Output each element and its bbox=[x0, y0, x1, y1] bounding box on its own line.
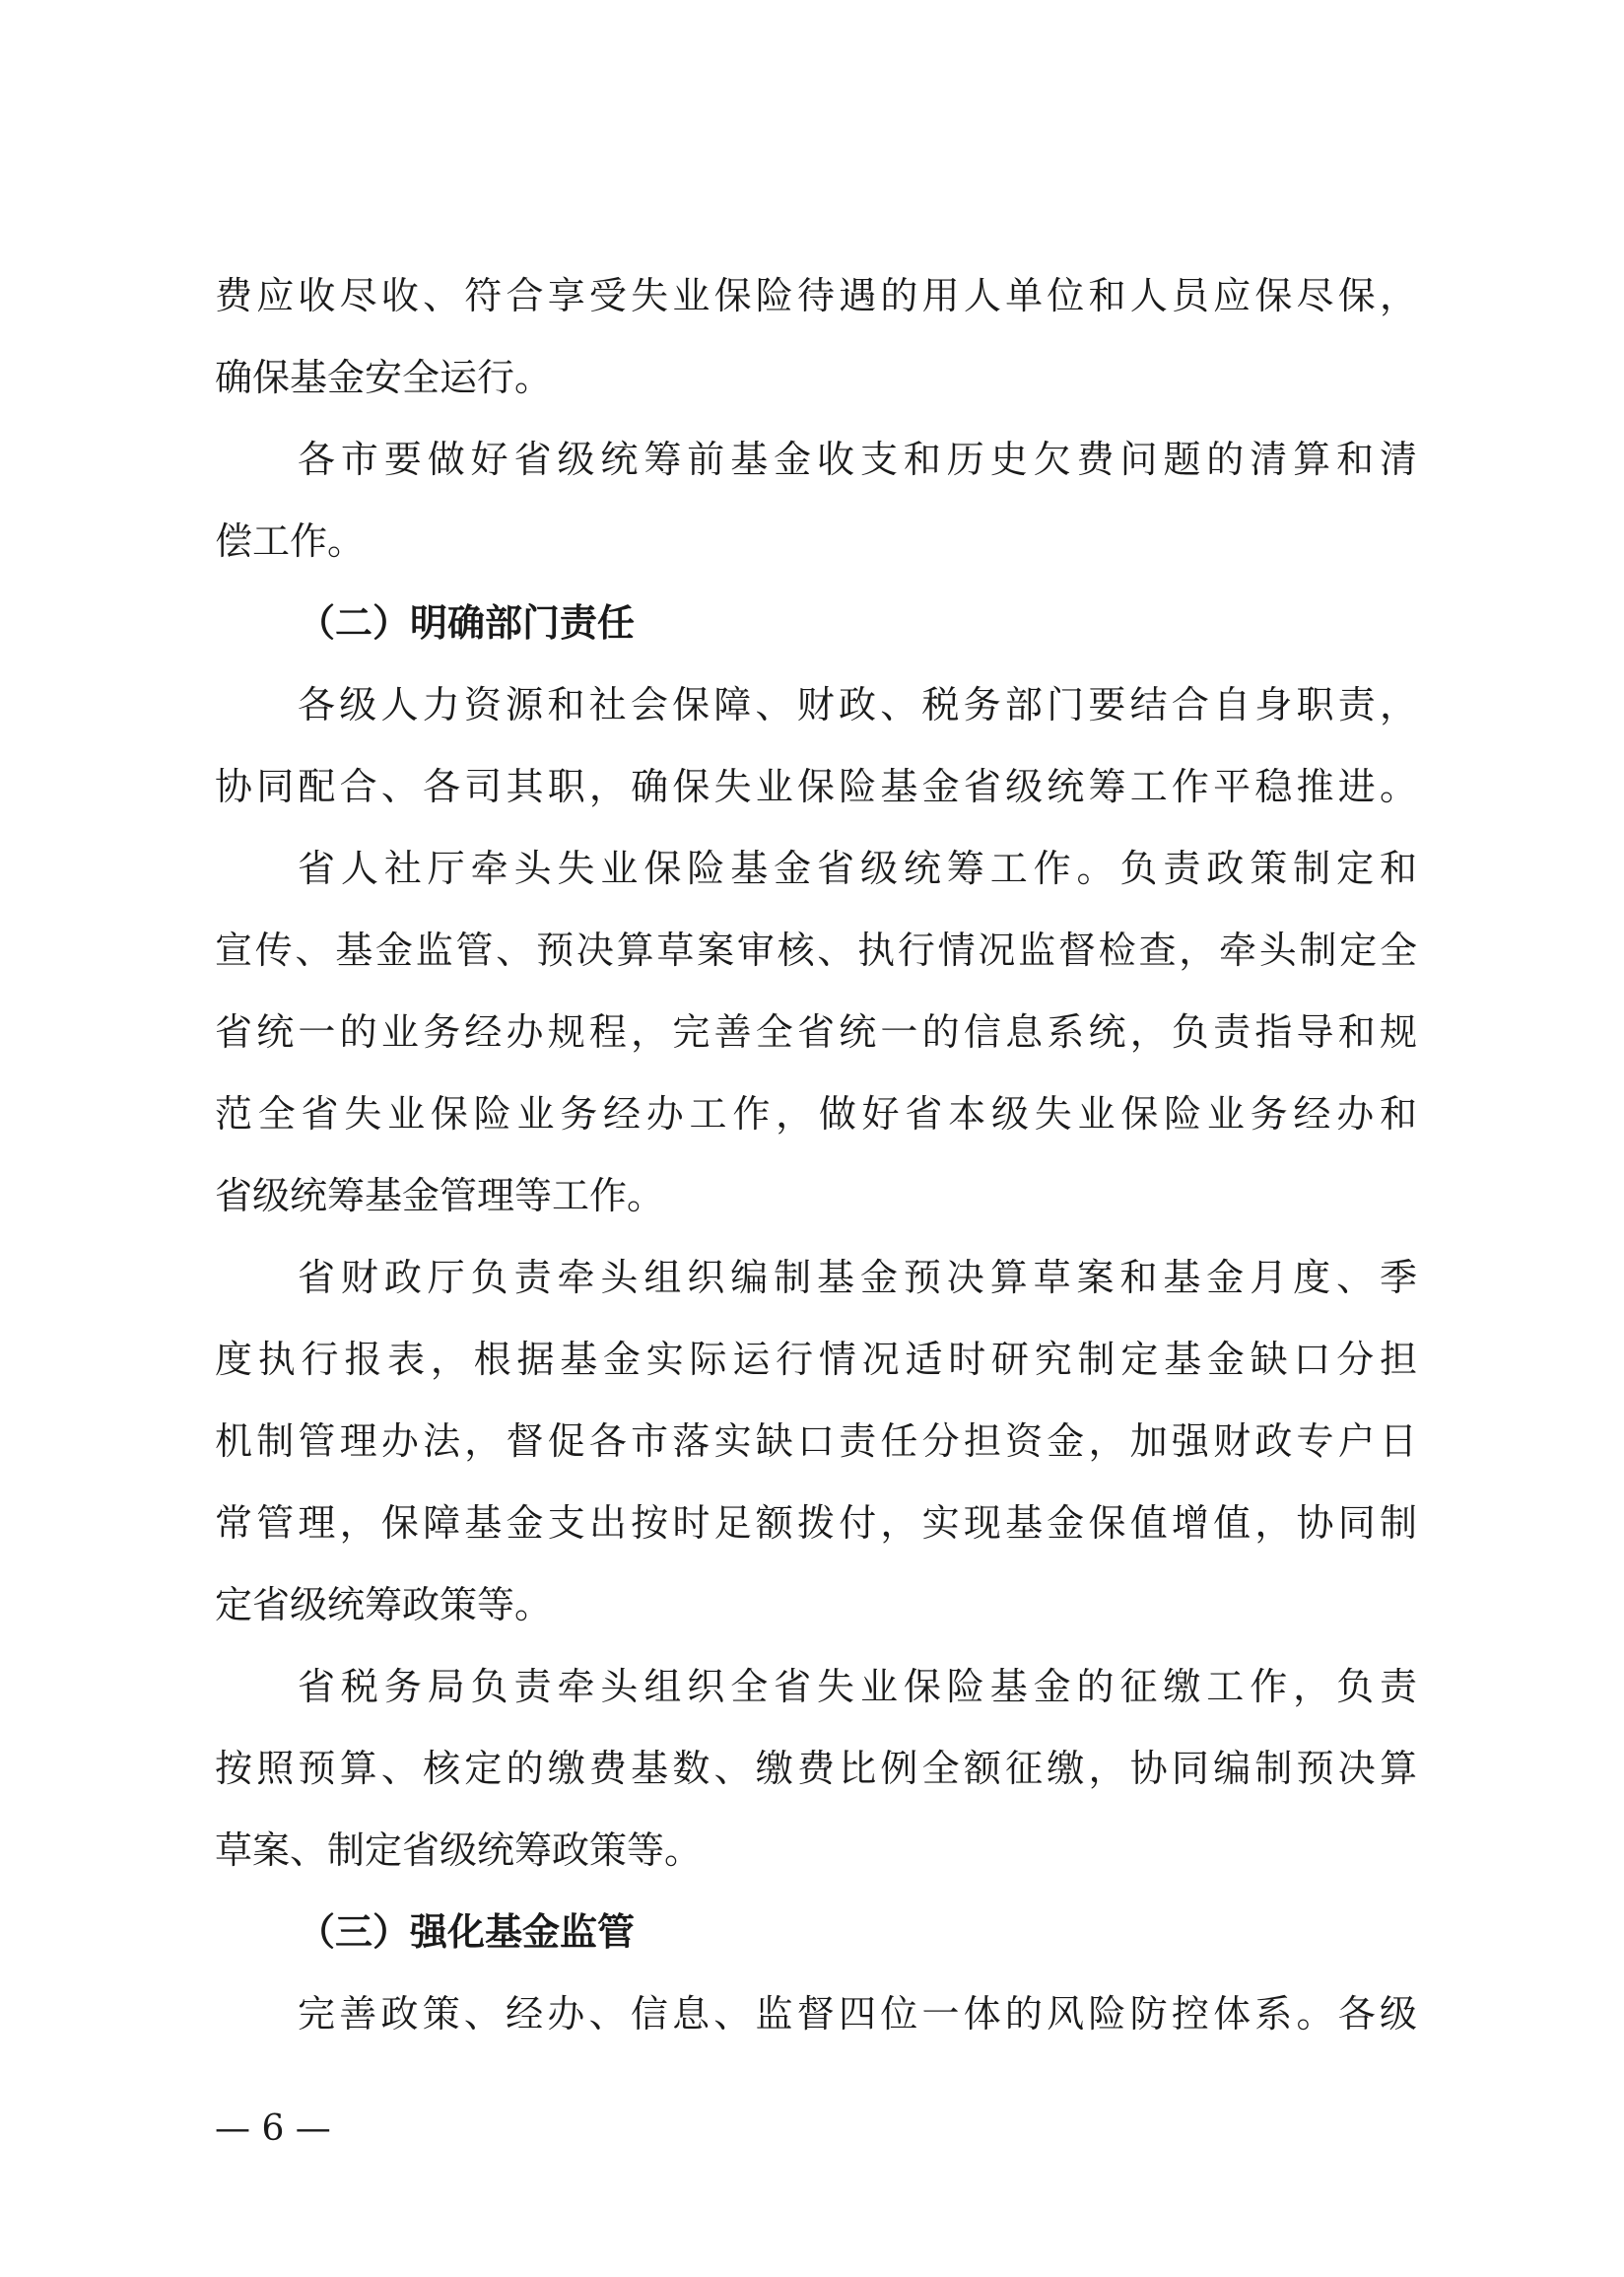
body-line: 各市要做好省级统筹前基金收支和历史欠费问题的清算和清 bbox=[298, 438, 1417, 481]
body-line: 按照预算、核定的缴费基数、缴费比例全额征缴，协同编制预决算 bbox=[215, 1747, 1417, 1790]
body-line: 省财政厅负责牵头组织编制基金预决算草案和基金月度、季 bbox=[298, 1256, 1417, 1299]
page-number: — 6 — bbox=[215, 2108, 331, 2149]
body-line: 费应收尽收、符合享受失业保险待遇的用人单位和人员应保尽保， bbox=[215, 274, 1417, 317]
section-heading: （三）强化基金监管 bbox=[298, 1909, 636, 1954]
body-line: 常管理，保障基金支出按时足额拨付，实现基金保值增值，协同制 bbox=[215, 1501, 1417, 1545]
body-line: 范全省失业保险业务经办工作，做好省本级失业保险业务经办和 bbox=[215, 1092, 1417, 1136]
section-heading: （二）明确部门责任 bbox=[298, 600, 636, 645]
body-line: 省统一的业务经办规程，完善全省统一的信息系统，负责指导和规 bbox=[215, 1010, 1417, 1054]
body-line: 机制管理办法，督促各市落实缺口责任分担资金，加强财政专户日 bbox=[215, 1419, 1417, 1463]
body-line: 协同配合、各司其职，确保失业保险基金省级统筹工作平稳推进。 bbox=[215, 765, 1417, 808]
body-line: 各级人力资源和社会保障、财政、税务部门要结合自身职责， bbox=[298, 683, 1417, 726]
body-line: 确保基金安全运行。 bbox=[215, 356, 553, 399]
body-line: 宣传、基金监管、预决算草案审核、执行情况监督检查，牵头制定全 bbox=[215, 929, 1417, 972]
body-line: 定省级统筹政策等。 bbox=[215, 1583, 553, 1626]
body-line: 省税务局负责牵头组织全省失业保险基金的征缴工作，负责 bbox=[298, 1665, 1417, 1708]
body-line: 省级统筹基金管理等工作。 bbox=[215, 1174, 665, 1217]
body-line: 度执行报表，根据基金实际运行情况适时研究制定基金缺口分担 bbox=[215, 1338, 1417, 1381]
body-line: 偿工作。 bbox=[215, 519, 366, 563]
body-line: 草案、制定省级统筹政策等。 bbox=[215, 1828, 703, 1872]
body-line: 省人社厅牵头失业保险基金省级统筹工作。负责政策制定和 bbox=[298, 847, 1417, 890]
body-line: 完善政策、经办、信息、监督四位一体的风险防控体系。各级 bbox=[298, 1992, 1417, 2036]
